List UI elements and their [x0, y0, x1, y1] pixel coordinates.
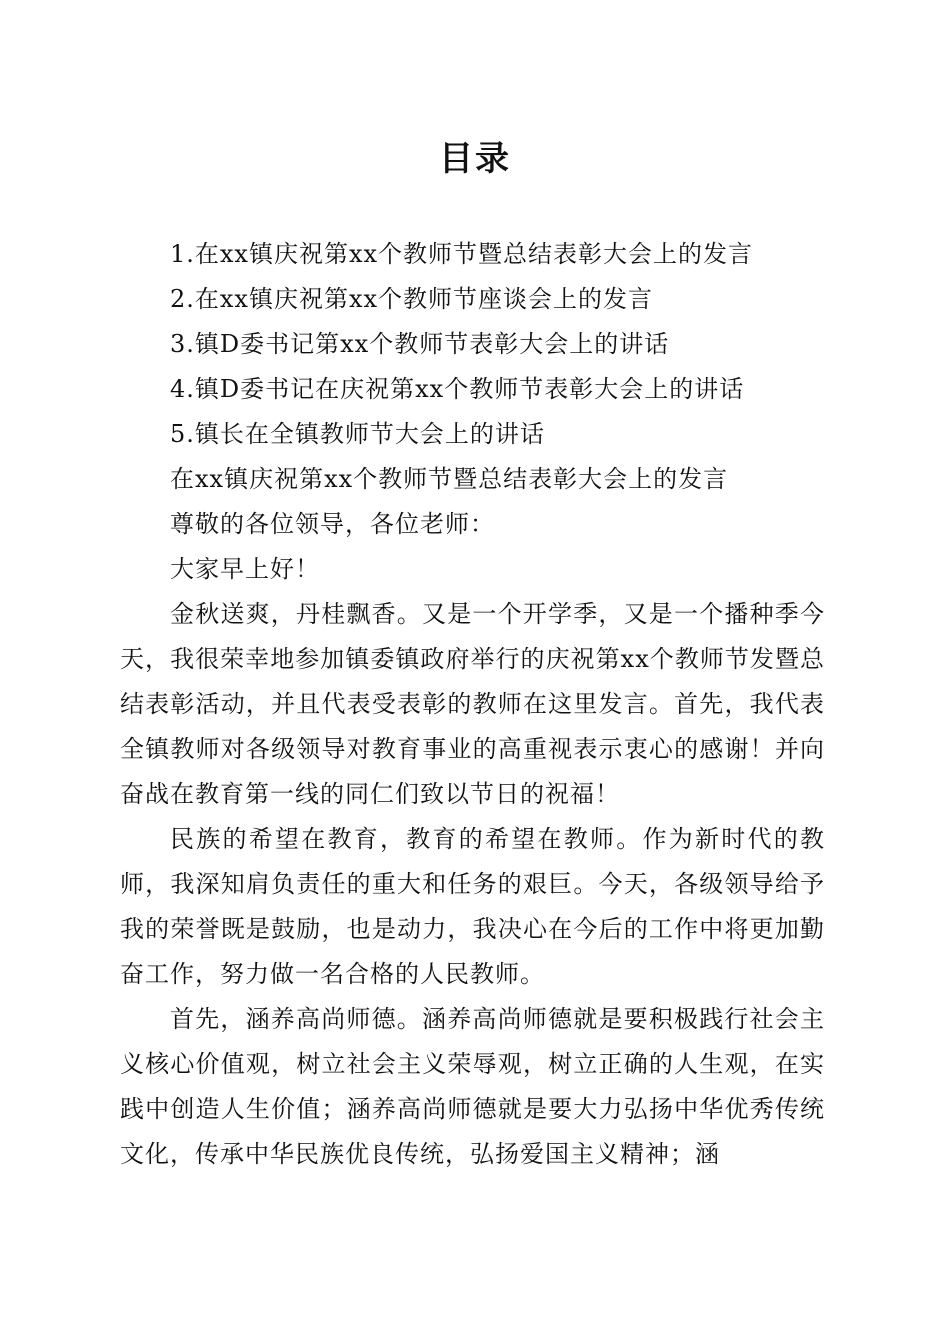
document-body	[120, 232, 825, 1177]
page-title: 目录	[439, 139, 511, 179]
paragraph: 金秋送爽，丹桂飘香。又是一个开学季，又是一个播种季今天，我很荣幸地参加镇委镇政府举行的庆祝第xx个教师节发暨总结表彰活动，并且代表受表彰的教师在这里发言。首先，我代表全镇教师对各级领导对教育事业的高重视表示衷心的感谢！并向奋战在教育第一线的同仁们致以节日的祝福！	[120, 600, 825, 808]
paragraph: 民族的希望在教育，教育的希望在教师。作为新时代的教师，我深知肩负责任的重大和任务的艰巨。今天，各级领导给予我的荣誉既是鼓励，也是动力，我决心在今后的工作中将更加勤奋工作，努力做一名合格的人民教师。	[120, 825, 825, 988]
paragraph: 首先，涵养高尚师德。涵养高尚师德就是要积极践行社会主义核心价值观，树立社会主义荣辱观，树立正确的人生观，在实践中创造人生价值；涵养高尚师德就是要大力弘扬中华优秀传统文化，传承中华民族优良传统，弘扬爱国主义精神；涵	[120, 1005, 825, 1168]
salutation: 尊敬的各位领导，各位老师：	[170, 510, 495, 538]
toc-item: 2.在xx镇庆祝第xx个教师节座谈会上的发言	[170, 285, 654, 313]
toc-item: 3.镇D委书记第xx个教师节表彰大会上的讲话	[170, 330, 670, 358]
table-of-contents	[120, 232, 825, 457]
greeting: 大家早上好！	[170, 555, 320, 583]
toc-item: 4.镇D委书记在庆祝第xx个教师节表彰大会上的讲话	[170, 375, 745, 403]
speech-title: 在xx镇庆祝第xx个教师节暨总结表彰大会上的发言	[170, 465, 729, 493]
toc-item: 1.在xx镇庆祝第xx个教师节暨总结表彰大会上的发言	[170, 240, 754, 268]
toc-item: 5.镇长在全镇教师节大会上的讲话	[170, 420, 545, 448]
